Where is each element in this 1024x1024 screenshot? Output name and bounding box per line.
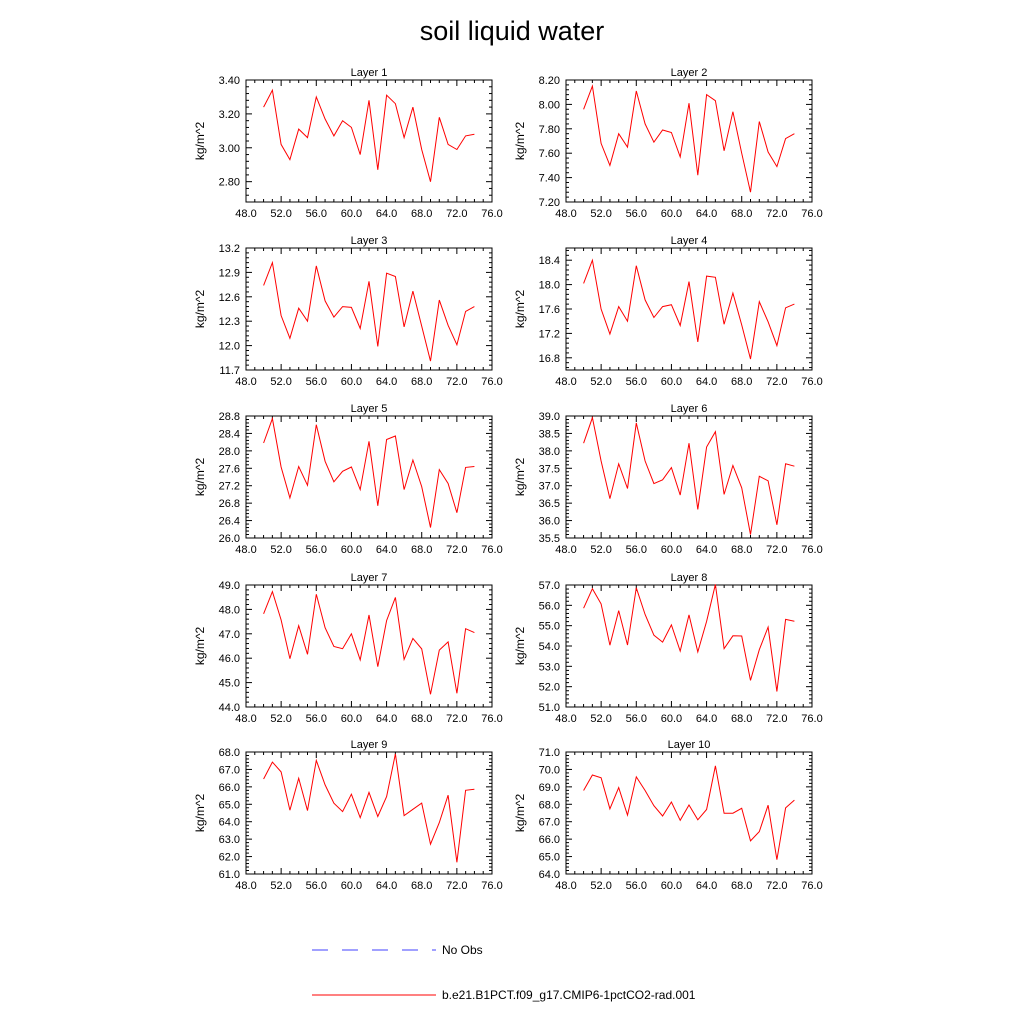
- y-tick-label: 68.0: [218, 747, 240, 759]
- y-tick-label: 63.0: [218, 834, 240, 847]
- x-tick-label: 48.0: [235, 376, 257, 388]
- x-tick-label: 64.0: [695, 880, 718, 892]
- x-tick-label: 48.0: [235, 544, 257, 556]
- x-tick-label: 68.0: [411, 544, 433, 556]
- y-axis-label: kg/m^2: [193, 626, 207, 666]
- y-tick-label: 71.0: [538, 747, 560, 759]
- x-tick-label: 56.0: [625, 544, 647, 556]
- series-line-1: [264, 263, 475, 362]
- chart-panel-2: [513, 67, 823, 220]
- x-tick-label: 68.0: [731, 880, 753, 892]
- y-axis-label: kg/m^2: [513, 457, 527, 497]
- chart-panel-4: [513, 235, 823, 388]
- y-tick-label: 57.0: [538, 580, 560, 592]
- plot-frame: [246, 416, 492, 538]
- panel-title: Layer 2: [670, 67, 708, 79]
- x-tick-label: 72.0: [446, 713, 468, 725]
- series-line-1: [584, 584, 795, 691]
- plot-frame: [566, 248, 812, 370]
- x-tick-label: 60.0: [660, 544, 683, 556]
- x-tick-label: 60.0: [660, 208, 683, 220]
- x-tick-label: 64.0: [375, 544, 398, 556]
- y-tick-label: 55.0: [538, 620, 560, 633]
- y-tick-label: 36.0: [538, 515, 560, 528]
- chart-panel-7: [193, 572, 503, 725]
- x-tick-label: 76.0: [801, 376, 823, 388]
- x-tick-label: 68.0: [731, 713, 753, 725]
- y-tick-label: 17.6: [538, 304, 560, 316]
- x-tick-label: 56.0: [625, 208, 647, 220]
- x-tick-label: 52.0: [590, 208, 612, 220]
- y-tick-label: 18.0: [538, 279, 560, 292]
- y-tick-label: 18.4: [538, 255, 560, 268]
- x-tick-label: 60.0: [660, 376, 683, 388]
- y-tick-label: 28.8: [218, 411, 240, 423]
- x-tick-label: 68.0: [411, 713, 433, 725]
- x-tick-label: 72.0: [766, 544, 788, 556]
- y-tick-label: 26.8: [218, 498, 240, 511]
- y-tick-label: 39.0: [538, 411, 560, 423]
- x-tick-label: 72.0: [446, 880, 468, 892]
- figure-title: soil liquid water: [419, 16, 605, 46]
- y-tick-label: 52.0: [538, 681, 560, 694]
- x-tick-label: 76.0: [481, 208, 503, 220]
- x-tick-label: 76.0: [481, 544, 503, 556]
- y-tick-label: 28.4: [218, 428, 240, 441]
- x-tick-label: 64.0: [695, 376, 718, 388]
- x-tick-label: 68.0: [411, 880, 433, 892]
- x-tick-label: 56.0: [305, 880, 327, 892]
- y-tick-label: 8.00: [538, 99, 560, 112]
- x-tick-label: 64.0: [375, 208, 398, 220]
- y-tick-label: 7.60: [538, 148, 560, 161]
- x-tick-label: 68.0: [731, 376, 753, 388]
- y-tick-label: 48.0: [218, 604, 240, 617]
- y-tick-label: 26.4: [218, 515, 240, 528]
- x-tick-label: 72.0: [446, 208, 468, 220]
- x-tick-label: 76.0: [801, 208, 823, 220]
- x-tick-label: 68.0: [411, 376, 433, 388]
- y-axis-label: kg/m^2: [193, 289, 207, 329]
- x-tick-label: 64.0: [375, 880, 398, 892]
- y-tick-label: 66.0: [218, 781, 240, 794]
- y-tick-label: 38.5: [538, 428, 560, 441]
- plot-frame: [246, 585, 492, 707]
- x-tick-label: 72.0: [766, 376, 788, 388]
- x-tick-label: 52.0: [270, 208, 292, 220]
- panel-title: Layer 10: [667, 739, 711, 751]
- y-tick-label: 2.80: [218, 176, 240, 189]
- y-tick-label: 56.0: [538, 600, 560, 613]
- panel-title: Layer 5: [350, 403, 388, 415]
- y-axis-label: kg/m^2: [513, 289, 527, 329]
- y-tick-label: 3.20: [218, 108, 240, 121]
- y-tick-label: 8.20: [538, 75, 560, 87]
- x-tick-label: 48.0: [555, 544, 577, 556]
- x-tick-label: 48.0: [235, 880, 257, 892]
- y-tick-label: 49.0: [218, 580, 240, 592]
- y-tick-label: 12.0: [218, 340, 240, 353]
- y-tick-label: 17.2: [538, 328, 560, 341]
- x-tick-label: 64.0: [375, 713, 398, 725]
- x-tick-label: 72.0: [446, 376, 468, 388]
- x-tick-label: 52.0: [590, 376, 612, 388]
- panel-title: Layer 3: [350, 235, 388, 247]
- x-tick-label: 76.0: [801, 713, 823, 725]
- y-tick-label: 45.0: [218, 677, 240, 690]
- x-tick-label: 60.0: [340, 713, 363, 725]
- y-tick-label: 3.40: [218, 75, 240, 87]
- y-tick-label: 61.0: [218, 869, 240, 881]
- x-tick-label: 48.0: [555, 376, 577, 388]
- y-axis-label: kg/m^2: [193, 121, 207, 161]
- y-tick-label: 68.0: [538, 799, 560, 812]
- x-tick-label: 52.0: [590, 713, 612, 725]
- series-line-1: [264, 90, 475, 182]
- panel-grid: [193, 67, 823, 892]
- x-tick-label: 52.0: [270, 880, 292, 892]
- chart-panel-6: [513, 403, 823, 556]
- y-tick-label: 3.00: [218, 142, 240, 155]
- x-tick-label: 76.0: [801, 880, 823, 892]
- panel-title: Layer 8: [670, 572, 708, 584]
- y-tick-label: 37.5: [538, 463, 560, 476]
- x-tick-label: 52.0: [270, 376, 292, 388]
- x-tick-label: 60.0: [340, 208, 363, 220]
- y-tick-label: 66.0: [538, 834, 560, 847]
- x-tick-label: 72.0: [446, 544, 468, 556]
- y-tick-label: 12.6: [218, 291, 240, 304]
- series-line-1: [584, 86, 795, 192]
- legend-obs-label: No Obs: [442, 943, 483, 957]
- x-tick-label: 72.0: [766, 880, 788, 892]
- x-tick-label: 60.0: [340, 880, 363, 892]
- y-tick-label: 51.0: [538, 702, 560, 714]
- x-tick-label: 68.0: [411, 208, 433, 220]
- y-tick-label: 62.0: [218, 851, 240, 864]
- legend: [312, 943, 696, 1002]
- series-line-1: [264, 592, 475, 695]
- plot-frame: [566, 752, 812, 874]
- x-tick-label: 76.0: [481, 713, 503, 725]
- x-tick-label: 48.0: [555, 208, 577, 220]
- y-tick-label: 12.9: [218, 267, 240, 280]
- series-line-1: [584, 260, 795, 359]
- chart-panel-9: [193, 739, 503, 892]
- x-tick-label: 56.0: [305, 376, 327, 388]
- y-tick-label: 35.5: [538, 533, 560, 545]
- y-tick-label: 7.80: [538, 123, 560, 136]
- x-tick-label: 60.0: [660, 880, 683, 892]
- x-tick-label: 68.0: [731, 208, 753, 220]
- y-axis-label: kg/m^2: [193, 793, 207, 833]
- x-tick-label: 48.0: [555, 713, 577, 725]
- y-tick-label: 65.0: [218, 799, 240, 812]
- x-tick-label: 76.0: [481, 376, 503, 388]
- series-line-1: [584, 766, 795, 860]
- y-tick-label: 69.0: [538, 781, 560, 794]
- plot-frame: [246, 80, 492, 202]
- y-tick-label: 64.0: [538, 869, 560, 881]
- y-tick-label: 67.0: [218, 764, 240, 777]
- y-tick-label: 70.0: [538, 764, 560, 777]
- y-tick-label: 54.0: [538, 641, 560, 653]
- y-tick-label: 37.0: [538, 480, 560, 493]
- y-tick-label: 44.0: [218, 702, 240, 714]
- y-tick-label: 67.0: [538, 816, 560, 829]
- x-tick-label: 72.0: [766, 208, 788, 220]
- x-tick-label: 64.0: [695, 208, 718, 220]
- chart-panel-1: [193, 67, 503, 220]
- x-tick-label: 76.0: [801, 544, 823, 556]
- y-tick-label: 64.0: [218, 816, 240, 829]
- plot-frame: [566, 416, 812, 538]
- panel-title: Layer 4: [670, 235, 708, 247]
- panel-title: Layer 1: [350, 67, 388, 79]
- y-tick-label: 26.0: [218, 533, 240, 545]
- y-tick-label: 7.20: [538, 197, 560, 209]
- x-tick-label: 68.0: [731, 544, 753, 556]
- x-tick-label: 64.0: [375, 376, 398, 388]
- x-tick-label: 64.0: [695, 544, 718, 556]
- y-axis-label: kg/m^2: [513, 121, 527, 161]
- x-tick-label: 56.0: [625, 713, 647, 725]
- x-tick-label: 60.0: [340, 544, 363, 556]
- x-tick-label: 56.0: [625, 376, 647, 388]
- y-tick-label: 12.3: [218, 316, 240, 329]
- x-tick-label: 60.0: [340, 376, 363, 388]
- x-tick-label: 56.0: [305, 713, 327, 725]
- x-tick-label: 48.0: [555, 880, 577, 892]
- y-axis-label: kg/m^2: [513, 793, 527, 833]
- y-axis-label: kg/m^2: [193, 457, 207, 497]
- chart-panel-5: [193, 403, 503, 556]
- chart-panel-8: [513, 572, 823, 725]
- x-tick-label: 56.0: [625, 880, 647, 892]
- chart-panel-3: [193, 235, 503, 388]
- y-tick-label: 27.6: [218, 463, 240, 476]
- x-tick-label: 76.0: [481, 880, 503, 892]
- y-tick-label: 38.0: [538, 445, 560, 458]
- panel-title: Layer 7: [350, 572, 388, 584]
- y-tick-label: 53.0: [538, 661, 560, 674]
- x-tick-label: 52.0: [590, 880, 612, 892]
- plot-frame: [566, 80, 812, 202]
- x-tick-label: 60.0: [660, 713, 683, 725]
- plot-frame: [566, 585, 812, 707]
- series-line-1: [264, 419, 475, 528]
- panel-title: Layer 6: [670, 403, 708, 415]
- y-tick-label: 46.0: [218, 653, 240, 666]
- y-tick-label: 16.8: [538, 352, 560, 365]
- x-tick-label: 52.0: [590, 544, 612, 556]
- y-tick-label: 36.5: [538, 498, 560, 511]
- series-line-1: [264, 754, 475, 862]
- x-tick-label: 56.0: [305, 208, 327, 220]
- y-tick-label: 28.0: [218, 445, 240, 458]
- y-axis-label: kg/m^2: [513, 626, 527, 666]
- y-tick-label: 13.2: [218, 243, 240, 255]
- y-tick-label: 7.40: [538, 172, 560, 185]
- y-tick-label: 27.2: [218, 480, 240, 493]
- legend-model-label: b.e21.B1PCT.f09_g17.CMIP6-1pctCO2-rad.001: [442, 988, 696, 1002]
- y-tick-label: 11.7: [219, 365, 240, 377]
- x-tick-label: 52.0: [270, 544, 292, 556]
- x-tick-label: 52.0: [270, 713, 292, 725]
- x-tick-label: 72.0: [766, 713, 788, 725]
- chart-panel-10: [513, 739, 823, 892]
- plot-frame: [246, 248, 492, 370]
- x-tick-label: 56.0: [305, 544, 327, 556]
- x-tick-label: 48.0: [235, 208, 257, 220]
- plot-frame: [246, 752, 492, 874]
- y-tick-label: 65.0: [538, 851, 560, 864]
- x-tick-label: 48.0: [235, 713, 257, 725]
- x-tick-label: 64.0: [695, 713, 718, 725]
- y-tick-label: 47.0: [218, 628, 240, 641]
- series-line-1: [584, 418, 795, 535]
- panel-title: Layer 9: [350, 739, 388, 751]
